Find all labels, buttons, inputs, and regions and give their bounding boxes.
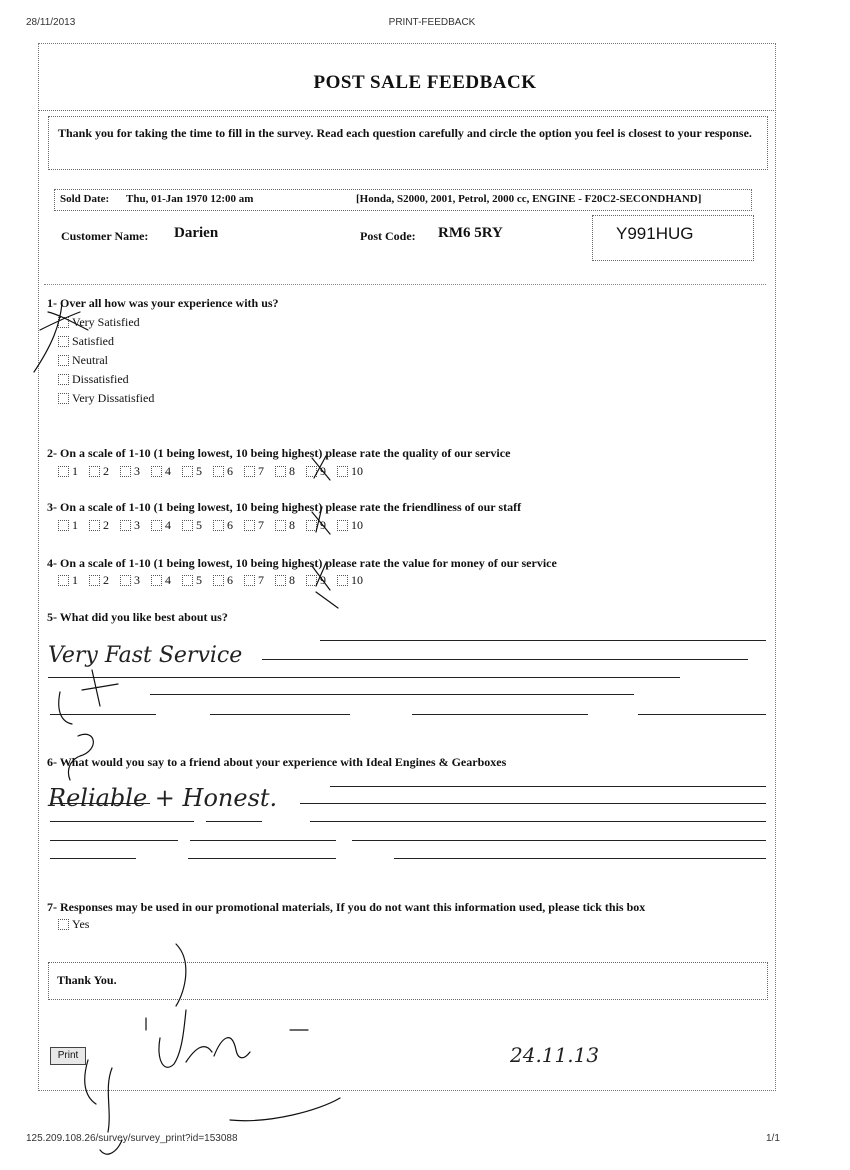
q2-option-9[interactable]: 9 <box>306 464 337 479</box>
q2-option-10[interactable]: 10 <box>337 464 368 479</box>
intro-text: Thank you for taking the time to fill in the survey. Read each question carefully and circle the option you feel is closest to your response. <box>58 126 752 140</box>
print-button[interactable]: Print <box>50 1047 86 1065</box>
q4-option-1[interactable]: 1 <box>58 573 89 588</box>
q1-option-satisfied[interactable]: Satisfied <box>58 332 154 351</box>
q3-option-1[interactable]: 1 <box>58 518 89 533</box>
q5-handwritten-answer: Very Fast Service <box>48 643 243 668</box>
post-code-label: Post Code: <box>360 229 416 243</box>
q5-question: 5- What did you like best about us? <box>47 610 228 624</box>
q1-pen-stroke <box>34 303 62 372</box>
customer-name-value: Darien <box>174 225 219 241</box>
q1-question: 1- Over all how was your experience with us? <box>47 296 279 310</box>
q3-option-8[interactable]: 8 <box>275 518 306 533</box>
sold-date-label: Sold Date: <box>60 193 110 205</box>
q3-option-6[interactable]: 6 <box>213 518 244 533</box>
q4-option-2[interactable]: 2 <box>89 573 120 588</box>
q1-option-dissatisfied[interactable]: Dissatisfied <box>58 370 154 389</box>
signature <box>146 1010 308 1067</box>
q2-option-4[interactable]: 4 <box>151 464 182 479</box>
q4-option-5[interactable]: 5 <box>182 573 213 588</box>
q6-pen-stroke <box>68 734 93 780</box>
q6-question: 6- What would you say to a friend about your experience with Ideal Engines & Gearboxes <box>47 755 507 769</box>
form-title: POST SALE FEEDBACK <box>313 72 537 93</box>
q2-option-6[interactable]: 6 <box>213 464 244 479</box>
print-page-title: PRINT-FEEDBACK <box>388 17 476 28</box>
q1-option-very-dissatisfied[interactable]: Very Dissatisfied <box>58 389 154 408</box>
pen-stroke <box>230 1098 340 1121</box>
q1-option-very-satisfied[interactable]: Very Satisfied <box>58 313 154 332</box>
q2-option-8[interactable]: 8 <box>275 464 306 479</box>
registration-value: Y991HUG <box>616 224 694 243</box>
q3-cross-mark <box>312 507 330 534</box>
q4-option-10[interactable]: 10 <box>337 573 368 588</box>
q4-cross-mark <box>312 563 338 608</box>
q3-option-7[interactable]: 7 <box>244 518 275 533</box>
q2-option-5[interactable]: 5 <box>182 464 213 479</box>
q4-option-7[interactable]: 7 <box>244 573 275 588</box>
vehicle-details: [Honda, S2000, 2001, Petrol, 2000 cc, ENGINE - F20C2-SECONDHAND] <box>356 193 702 205</box>
q1-option-neutral[interactable]: Neutral <box>58 351 154 370</box>
q7-question: 7- Responses may be used in our promotional materials, If you do not want this information used, please tick this box <box>47 900 646 914</box>
print-date: 28/11/2013 <box>26 17 76 28</box>
footer-page-number: 1/1 <box>766 1133 780 1144</box>
q6-handwritten-answer: Reliable + Honest. <box>48 784 278 812</box>
q3-option-2[interactable]: 2 <box>89 518 120 533</box>
sold-date-value: Thu, 01-Jan 1970 12:00 am <box>126 193 254 205</box>
q2-option-7[interactable]: 7 <box>244 464 275 479</box>
thank-you-text: Thank You. <box>57 973 117 987</box>
signature-flourish <box>85 1060 122 1154</box>
q4-option-4[interactable]: 4 <box>151 573 182 588</box>
q2-option-2[interactable]: 2 <box>89 464 120 479</box>
q1-cross-mark <box>40 312 88 330</box>
q4-question: 4- On a scale of 1-10 (1 being lowest, 10 being highest) please rate the value for money of our service <box>47 556 557 570</box>
q3-option-3[interactable]: 3 <box>120 518 151 533</box>
q2-cross-mark <box>312 456 330 480</box>
q4-option-3[interactable]: 3 <box>120 573 151 588</box>
q4-option-9[interactable]: 9 <box>306 573 337 588</box>
footer-url: 125.209.108.26/survey/survey_print?id=153088 <box>26 1133 238 1144</box>
q3-option-10[interactable]: 10 <box>337 518 368 533</box>
handwritten-date: 24.11.13 <box>510 1043 600 1067</box>
q7-pen-stroke <box>176 944 186 1006</box>
q2-question: 2- On a scale of 1-10 (1 being lowest, 10 being highest) please rate the quality of our service <box>47 446 511 460</box>
q3-option-4[interactable]: 4 <box>151 518 182 533</box>
q7-option-yes[interactable]: Yes <box>58 915 89 934</box>
q2-option-1[interactable]: 1 <box>58 464 89 479</box>
q2-option-3[interactable]: 3 <box>120 464 151 479</box>
q3-option-5[interactable]: 5 <box>182 518 213 533</box>
q4-option-6[interactable]: 6 <box>213 573 244 588</box>
customer-name-label: Customer Name: <box>61 229 149 243</box>
q5-pen-stroke <box>59 670 118 724</box>
q4-option-8[interactable]: 8 <box>275 573 306 588</box>
post-code-value: RM6 5RY <box>438 225 503 241</box>
q3-question: 3- On a scale of 1-10 (1 being lowest, 10 being highest) please rate the friendliness of our staff <box>47 500 522 514</box>
q3-option-9[interactable]: 9 <box>306 518 337 533</box>
